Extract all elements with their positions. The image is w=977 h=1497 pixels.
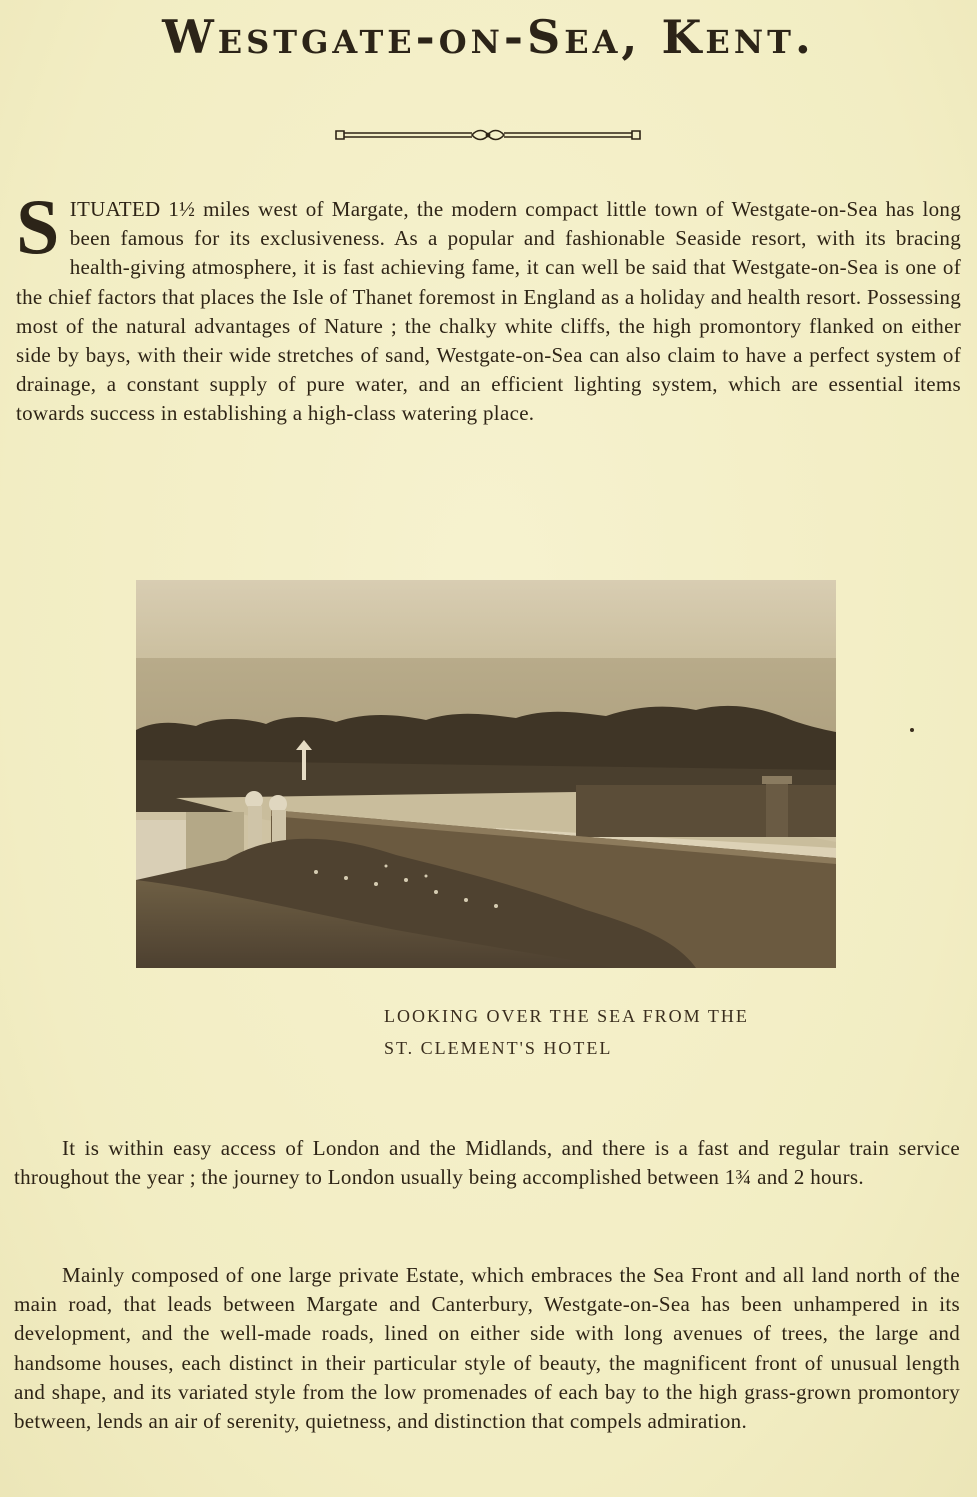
print-speck (910, 728, 914, 732)
caption-line-1: LOOKING OVER THE SEA FROM THE (384, 1006, 749, 1026)
access-paragraph: It is within easy access of London and the Midlands, and there is a fast and regular train service throughout the year ; the journey to London usually being accomplished between 1¾ and 2 hours. (14, 1136, 960, 1190)
photo-drawing (136, 580, 836, 968)
estate-paragraph: Mainly composed of one large private Estate, which embraces the Sea Front and all land north of the main road, that leads between Margate and Canterbury, Westgate-on-Sea has been unhampered in its development, and the well-made roads, lined on either side with long avenues of trees, the large and handsome houses, each distinct in their particular style of beauty, the magnificent front of unusual length and shape, and its variated style from the low promenades of each bay to the high grass-grown promontory between, lends an air of serenity, quietness, and distinction that compels admiration. (14, 1263, 960, 1434)
drop-cap: S (16, 183, 60, 270)
intro-paragraph (16, 183, 961, 429)
intro-text: ITUATED 1½ miles west of Margate, the modern compact little town of Westgate-on-Sea has long been famous for its exclusiveness. As a popular and fashionable Seaside resort, with its bracing health-giving atmosphere, it is fast achieving fame, it can well be said that Westgate-on-Sea is one of the chief factors that places the Isle of Thanet foremost in England as a holiday and health resort. Possessing most of the natural advantages of Nature ; the chalky white cliffs, the high promontory flanked on either side by bays, with their wide stretches of sand, Westgate-on-Sea can also claim to have a perfect system of drainage, a constant supply of pure water, and an efficient lighting system, which are essential items towards success in establishing a high-class watering place. (16, 197, 961, 426)
page-title: Westgate-on-Sea, Kent. (162, 10, 815, 64)
decorative-rule (334, 126, 642, 144)
sea-view-photograph (136, 580, 836, 968)
caption-line-2: ST. CLEMENT'S HOTEL (384, 1038, 613, 1058)
photo-caption (384, 1000, 854, 1064)
